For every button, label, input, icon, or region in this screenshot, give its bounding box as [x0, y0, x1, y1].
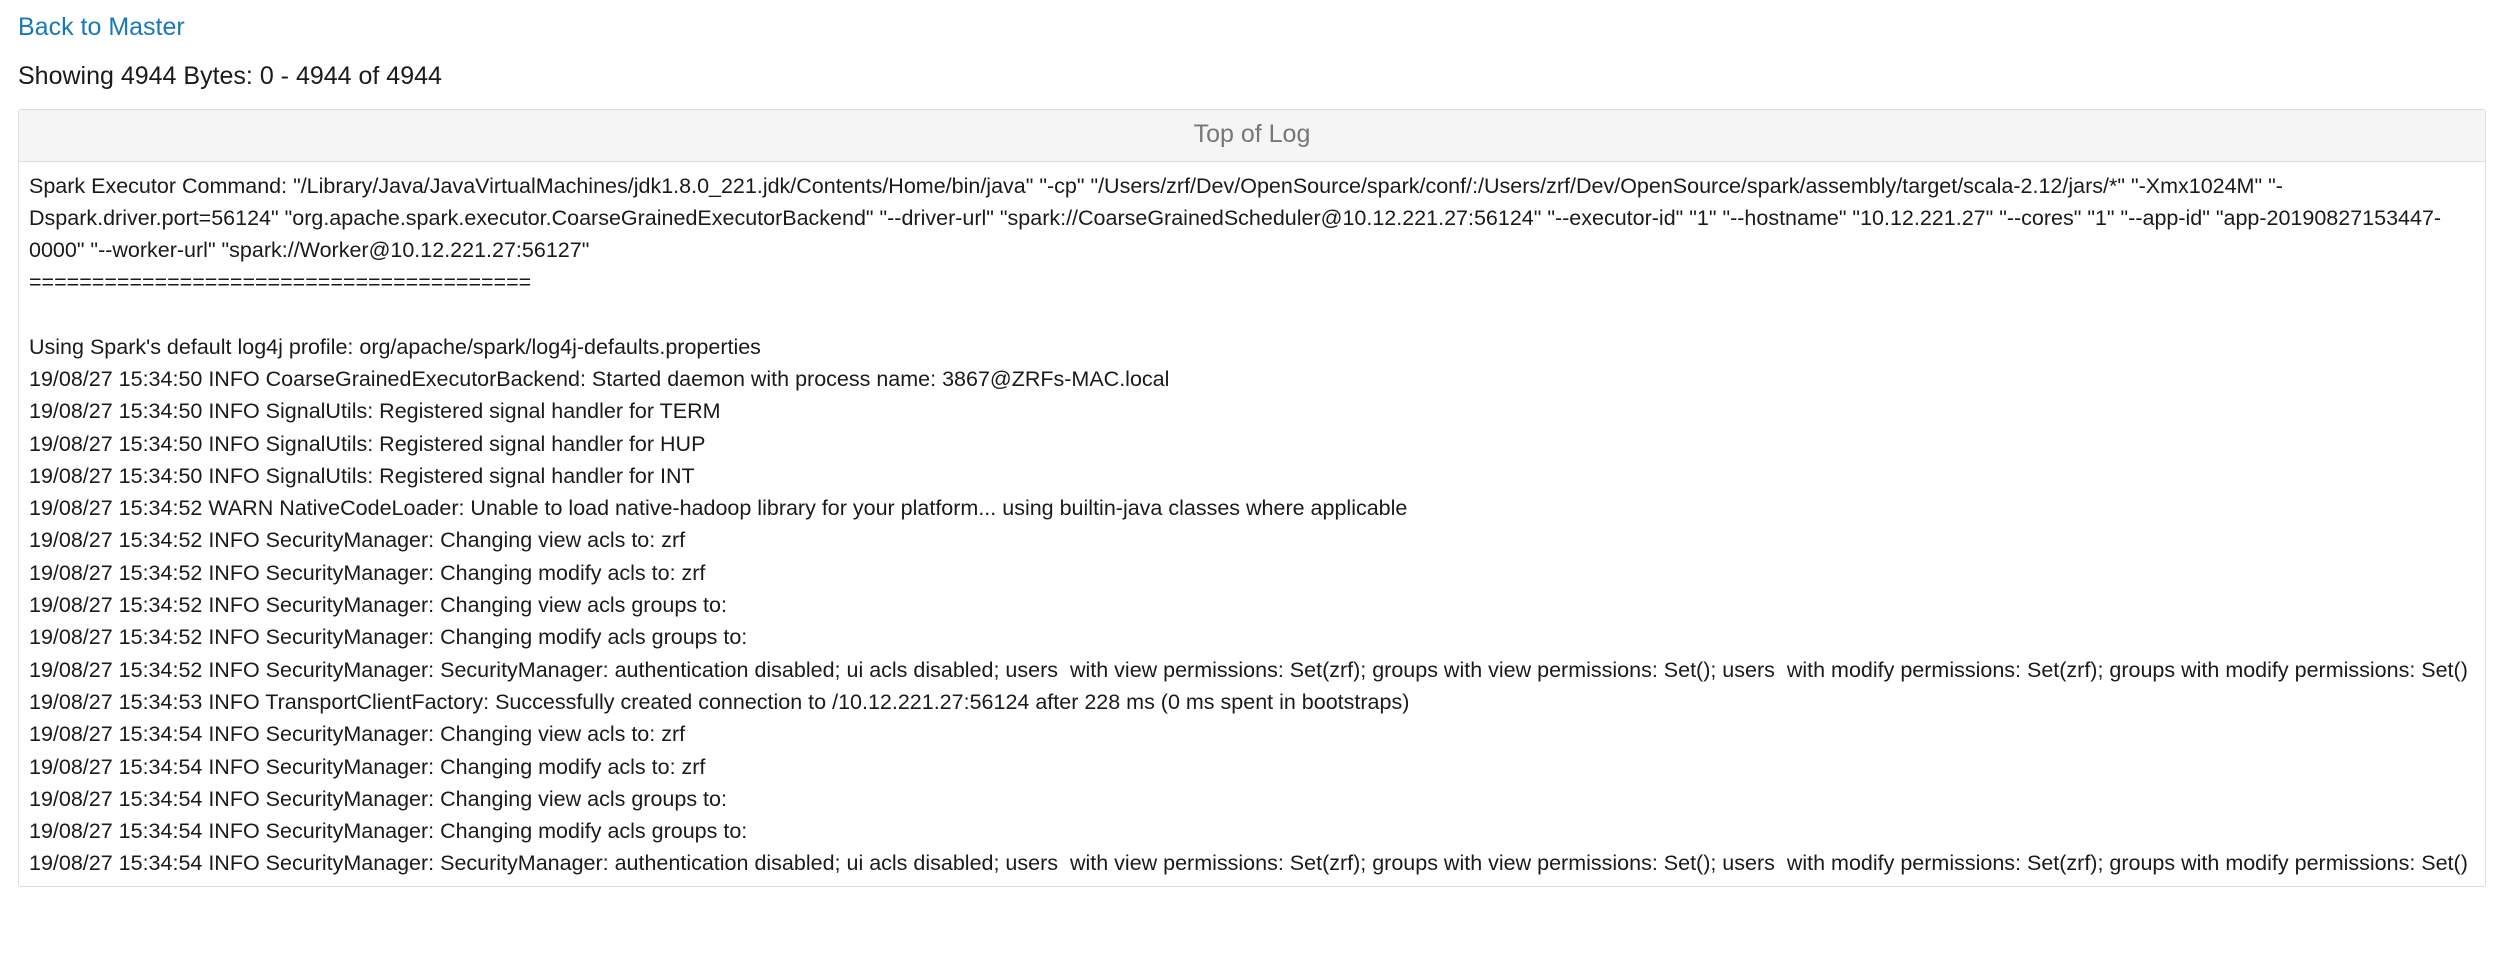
log-line: ======================================== [29, 270, 532, 295]
log-line: 19/08/27 15:34:52 INFO SecurityManager: SecurityManager: authentication disabled; ui acls disabled; users with view permissions: Set(zrf); groups with view permissions: Set(); users with modify permissions: Set(zrf); groups with modify permissions: Set() [29, 657, 2468, 682]
log-line: 19/08/27 15:34:54 INFO SecurityManager: Changing view acls groups to: [29, 786, 727, 811]
log-content[interactable] [19, 162, 2485, 886]
log-line [29, 299, 2475, 331]
log-line: 19/08/27 15:34:50 INFO CoarseGrainedExecutorBackend: Started daemon with process name: 3867@ZRFs-MAC.local [29, 366, 1170, 391]
log-line: 19/08/27 15:34:50 INFO SignalUtils: Registered signal handler for HUP [29, 431, 706, 456]
log-line: 19/08/27 15:34:52 WARN NativeCodeLoader: Unable to load native-hadoop library for your platform... using builtin-java classes where applicable [29, 496, 1408, 521]
log-line: Spark Executor Command: "/Library/Java/JavaVirtualMachines/jdk1.8.0_221.jdk/Contents/Home/bin/java" "-cp" "/Users/zrf/Dev/OpenSource/spark/conf/:/Users/zrf/Dev/OpenSource/spark/assembly/target/scala-2.12/jars/*" "-Xmx1024M" "-Dspark.driver.port=56124" "org.apache.spark.executor.CoarseGrainedExecutorBackend" "--driver-url" "spark://CoarseGrainedScheduler@10.12.221.27:56124" "--executor-id" "1" "--hostname" "10.12.221.27" "--cores" "1" "--app-id" "app-20190827153447-0000" "--worker-url" "spark://Worker@10.12.221.27:56127" [29, 173, 2442, 263]
log-panel [18, 109, 2486, 887]
log-line: 19/08/27 15:34:54 INFO SecurityManager: SecurityManager: authentication disabled; ui acls disabled; users with view permissions: Set(zrf); groups with view permissions: Set(); users with modify permissions: Set(zrf); groups with modify permissions: Set() [29, 851, 2468, 876]
log-line: 19/08/27 15:34:54 INFO SecurityManager: Changing modify acls groups to: [29, 819, 748, 844]
showing-bytes-status: Showing 4944 Bytes: 0 - 4944 of 4944 [18, 61, 442, 90]
log-line: 19/08/27 15:34:52 INFO SecurityManager: Changing view acls groups to: [29, 593, 727, 618]
log-line: 19/08/27 15:34:52 INFO SecurityManager: Changing modify acls to: zrf [29, 560, 706, 585]
log-line: Using Spark's default log4j profile: org/apache/spark/log4j-defaults.properties [29, 334, 761, 359]
log-line: 19/08/27 15:34:54 INFO SecurityManager: Changing modify acls to: zrf [29, 754, 706, 779]
log-line: 19/08/27 15:34:50 INFO SignalUtils: Registered signal handler for INT [29, 463, 695, 488]
log-line: 19/08/27 15:34:50 INFO SignalUtils: Registered signal handler for TERM [29, 399, 721, 424]
log-line: 19/08/27 15:34:52 INFO SecurityManager: Changing modify acls groups to: [29, 625, 748, 650]
back-to-master-link[interactable]: Back to Master [18, 13, 185, 41]
log-line: 19/08/27 15:34:54 INFO SecurityManager: Changing view acls to: zrf [29, 722, 686, 747]
log-line: 19/08/27 15:34:52 INFO SecurityManager: Changing view acls to: zrf [29, 528, 686, 553]
log-panel-header: Top of Log [19, 110, 2485, 162]
log-line: 19/08/27 15:34:53 INFO TransportClientFactory: Successfully created connection to /10.12.221.27:56124 after 228 ms (0 ms spent in bootstraps) [29, 689, 1410, 714]
